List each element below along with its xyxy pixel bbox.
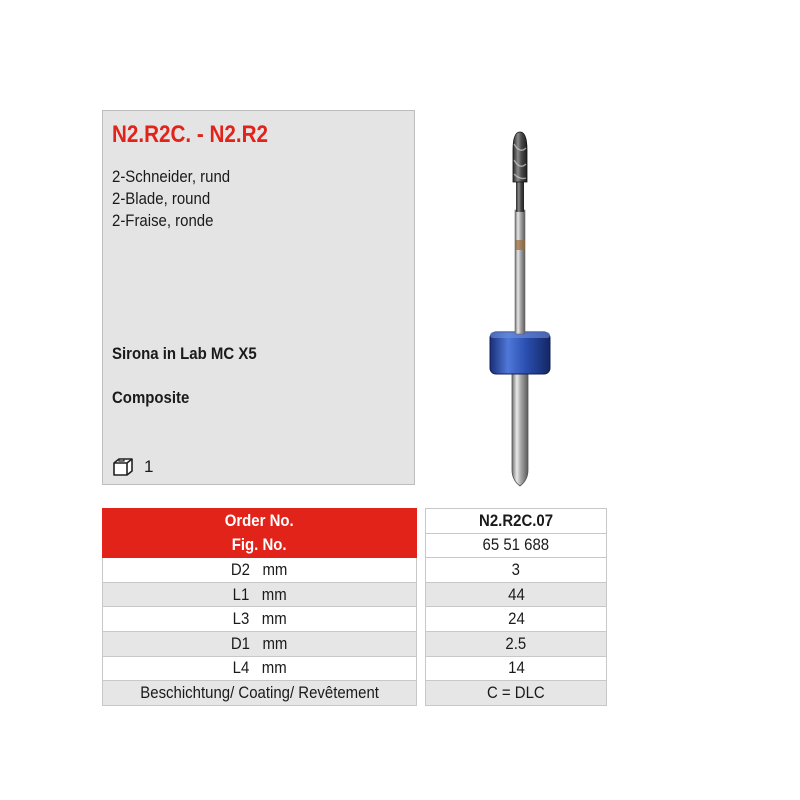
order-number-label: Order No. <box>103 509 417 534</box>
l3-value: 24 <box>426 607 607 632</box>
order-number-value: N2.R2C.07 <box>426 509 607 534</box>
pack-quantity: 1 <box>144 457 154 476</box>
table-row <box>103 681 417 706</box>
fig-number-value: 65 51 688 <box>426 533 607 558</box>
table-row <box>426 681 607 706</box>
l3-label: L3 mm <box>103 607 417 632</box>
table-row <box>103 558 417 583</box>
table-row <box>426 558 607 583</box>
box-icon <box>112 457 134 477</box>
table-row <box>426 656 607 681</box>
d2-value: 3 <box>426 558 607 583</box>
fig-number-label: Fig. No. <box>103 533 417 558</box>
spec-labels-table <box>102 508 417 706</box>
description-german: 2-Schneider, rund <box>112 167 231 186</box>
table-row <box>426 582 607 607</box>
material-name: Composite <box>112 388 190 407</box>
machine-name: Sirona in Lab MC X5 <box>112 344 257 363</box>
l1-label: L1 mm <box>103 582 417 607</box>
description-english: 2-Blade, round <box>112 189 211 208</box>
table-row <box>103 607 417 632</box>
table-row <box>103 533 417 558</box>
milling-bur-image <box>465 120 575 500</box>
d2-label: D2 mm <box>103 558 417 583</box>
table-row <box>103 509 417 534</box>
product-title: N2.R2C. - N2.R2 <box>112 121 268 148</box>
table-row <box>103 631 417 656</box>
description-french: 2-Fraise, ronde <box>112 211 214 230</box>
product-descriptions <box>112 166 230 232</box>
table-row <box>426 533 607 558</box>
pack-info <box>112 456 153 478</box>
l4-label: L4 mm <box>103 656 417 681</box>
coating-value: C = DLC <box>426 681 607 706</box>
d1-value: 2.5 <box>426 631 607 656</box>
l4-value: 14 <box>426 656 607 681</box>
d1-label: D1 mm <box>103 631 417 656</box>
table-row <box>426 631 607 656</box>
table-row <box>103 582 417 607</box>
table-row <box>426 509 607 534</box>
table-row <box>426 607 607 632</box>
coating-label: Beschichtung/ Coating/ Revêtement <box>103 681 417 706</box>
l1-value: 44 <box>426 582 607 607</box>
table-row <box>103 656 417 681</box>
spec-values-table <box>425 508 607 706</box>
product-info-panel <box>102 110 415 485</box>
